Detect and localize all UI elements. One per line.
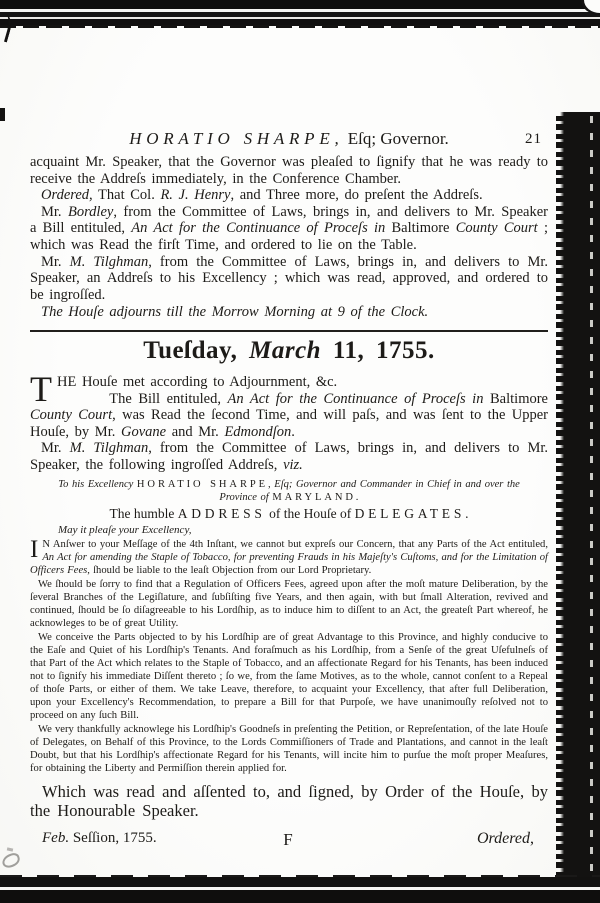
paragraph-ordered-present-address: Ordered, That Col. R. J. Henry, and Three more, do preſent the Addreſs. — [41, 187, 483, 204]
address-heading: The humble ADDRESS of the Houſe of DELEGATES. — [109, 505, 469, 521]
paragraph-acquaint-speaker: acquaint Mr. Speaker, that the Governor was pleaſed to ſignify that he was ready to receive the Addreſs immediately, in the Conference Chamber. — [30, 154, 548, 187]
paragraph-text: N Anſwer to your Meſſage of the 4th Inſtant, we cannot but expreſs our Concern, that any Parts of the Act entituled, An Act for amending the Staple of Tobacco, for preventing Frauds in his Majeſty's Cuſtoms, and for the Limitation of Officers Fees, ſhould be liable to the leaſt Objection from our Lord Proprietary. — [30, 538, 548, 576]
scan-border-bottom — [0, 875, 600, 903]
session-date-heading: Tueſday, March 11, 1755. — [143, 336, 435, 364]
paragraph-tilghman-ingrossed: Mr. M. Tilghman, from the Committee of Laws, brings in, and delivers to Mr. Speaker, the following ingroſſed Addreſs, viz. — [30, 440, 549, 473]
address-paragraph-regulation: We ſhould be ſorry to find that a Regulation of Officers Fees, agreed upon after the moſt mature Deliberation, by the ſeveral Branches of the Legiſlature, and ſubſiſting five Years, and then again, with but ſmall Alteration, revived and continued, ſhould be ſo diſagreeable to his Lordſhip, as to induce him to diſſent to an Act, the greateſt Part whereof, he acknowleges to be of great Utility. — [30, 578, 548, 629]
scan-border-right — [552, 112, 600, 879]
paragraph-text: HE Houſe met according to Adjournment, &c. The Bill entituled, An Act for the Continuance of Proceſs in Baltimore County Court, was Read the ſecond Time, and will paſs, and was ſent to the Upper Houſe, by Mr. Govane and Mr. Edmondſon. — [30, 373, 549, 440]
address-opening: May it pleaſe your Excellency, — [58, 523, 192, 536]
scan-smudge-bottom-left — [0, 852, 21, 870]
paragraph-bordley-bill: Mr. Bordley, from the Committee of Laws, brings in, and delivers to Mr. Speaker a Bill entituled, An Act for the Continuance of Proceſs in Baltimore County Court ; which was Read the firſt Time, and ordered to lie on the Table. — [30, 203, 548, 253]
paragraph-house-adjourns: The Houſe adjourns till the Morrow Morning at 9 of the Clock. — [41, 304, 429, 321]
page-number: 21 — [525, 131, 542, 147]
closing-statement: Which was read and aſſented to, and ſigned, by Order of the Houſe, by the Honourable Speaker. — [30, 781, 548, 820]
address-paragraph-conceive: We conceive the Parts objected to by his Lordſhip are of great Advantage to this Province, and highly conducive to the Eaſe and Quiet of his Lordſhip's Tenants. And foraſmuch as his Lordſhip, from a Senſe of the great Uſefulneſs of that Part of the Act which relates to the Staple of Tobacco, and an affectionate Regard for his Tenants, has been induced not to ſignify his immediate Diſſent thereto ; ſo we, from the ſame Motives, as to the whole, cannot conſent to a Repeal of thoſe Parts, or either of them. We take Leave, therefore, to acquaint your Excellency, that after full Deliberation, upon your Excellency's Recommendation, to prepare a Bill for that Purpoſe, we have unanimouſly reſolved not to proceed on any ſuch Bill. — [30, 631, 548, 721]
address-salutation: To his Excellency HORATIO SHARPE, Eſq; Governor and Commander in Chief in and over the Province of MARYLAND. — [58, 478, 520, 503]
section-divider — [30, 330, 548, 332]
scan-speck-bottom-left — [7, 847, 13, 851]
address-paragraph-answer — [30, 535, 548, 577]
signature-mark: F — [283, 829, 293, 849]
running-head-title: HORATIO SHARPE, Eſq; Governor. — [129, 129, 449, 148]
footer-session-date: Feb. Seſſion, 1755. — [42, 829, 157, 846]
paragraph-house-met — [30, 368, 549, 440]
page-footer — [30, 830, 548, 850]
catchword: Ordered, — [476, 829, 534, 847]
scan-border-top — [0, 0, 600, 28]
page-content — [30, 129, 548, 850]
running-head — [30, 129, 548, 150]
drop-cap-t: T — [30, 368, 52, 409]
paragraph-tilghman-address: Mr. M. Tilghman, from the Committee of Laws, brings in, and delivers to Mr. Speaker, an Addreſs to his Excellency ; which was read, approved, and ordered to be ingroſſed. — [30, 253, 549, 303]
address-paragraph-thankfully: We very thankfully acknowlege his Lordſhip's Goodneſs in preſenting the Petition, or Repreſentation, of the late Houſe of Delegates, on Behalf of this Province, to the Lords Commiſſioners of Trade and Plantations, and cannot in the leaſt Doubt, but that his Lordſhip's affectionate Regard for his Tenants, will incite him to purſue the moſt proper Meaſures, for obtaining the Liberty and Permiſſion therein applied for. — [30, 723, 548, 774]
drop-cap-i: I — [30, 535, 39, 563]
scan-smudge-left — [0, 108, 5, 121]
